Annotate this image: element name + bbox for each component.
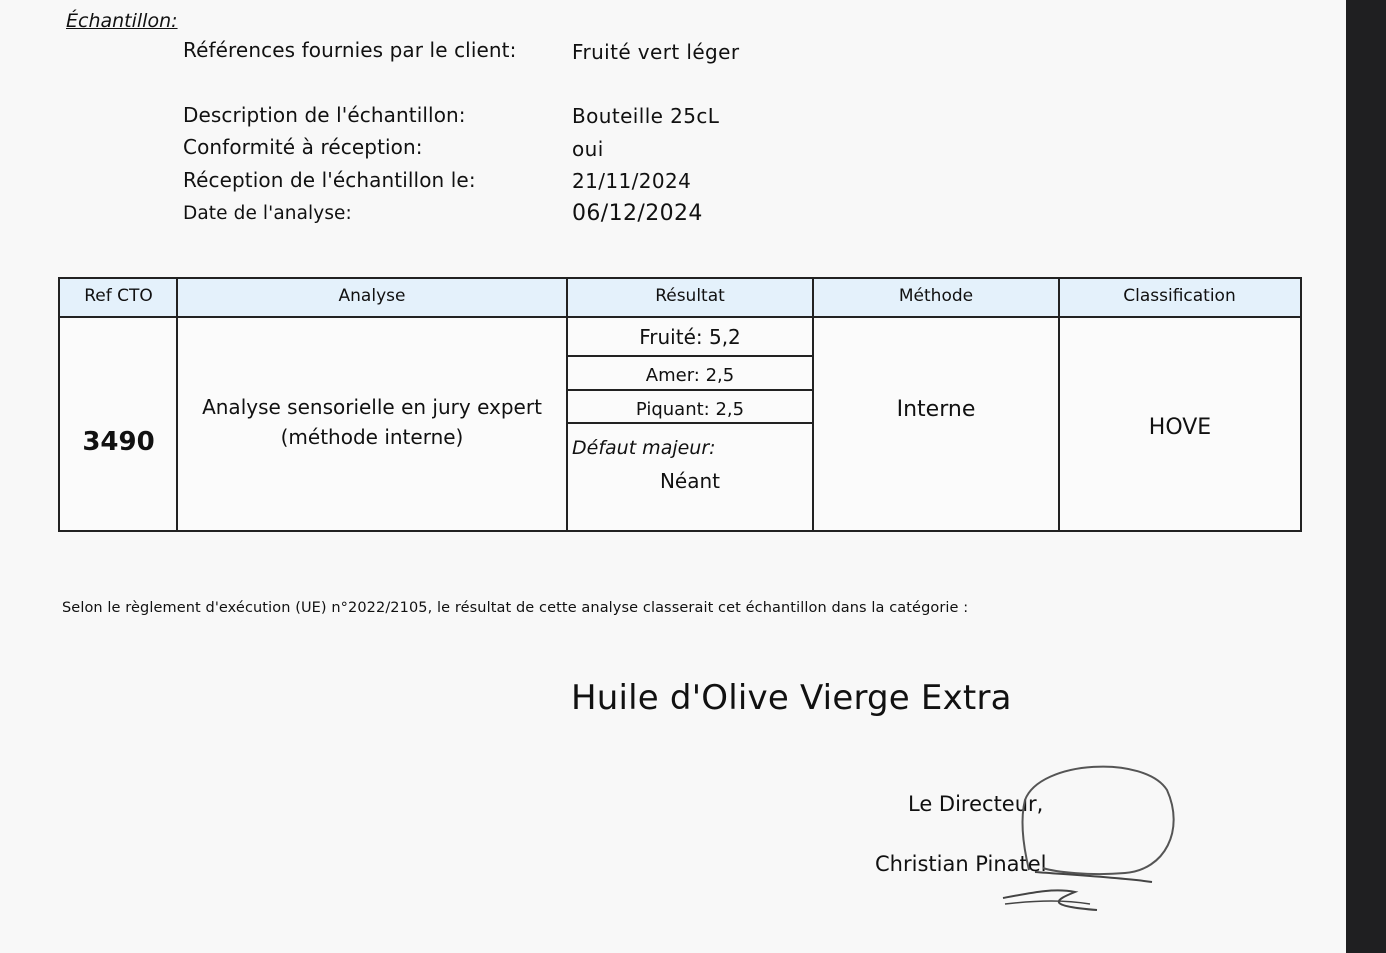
result-divider [568,389,812,391]
defect-label: Défaut majeur: [572,437,716,459]
result-divider [568,355,812,357]
reception-date-value: 21/11/2024 [572,169,692,193]
header-methode: Méthode [898,286,974,306]
header-resultat: Résultat [655,286,725,306]
result-piquant: Piquant: 2,5 [635,399,745,420]
method-value: Interne [896,397,976,422]
ref-cto-value: 3490 [82,427,155,457]
director-name: Christian Pinatel [875,852,1047,876]
conformity-label: Conformité à réception: [183,135,423,159]
client-reference-value: Fruité vert léger [572,40,740,64]
category-result: Huile d'Olive Vierge Extra [571,678,1012,718]
conformity-value: oui [572,137,604,161]
client-reference-label: Références fournies par le client: [183,38,517,62]
analysis-date-label: Date de l'analyse: [183,203,352,224]
sample-description-label: Description de l'échantillon: [183,103,466,127]
header-ref-cto: Ref CTO [84,286,153,306]
analysis-date-value: 06/12/2024 [572,201,703,226]
header-analyse: Analyse [338,286,406,306]
analysis-description-line1: Analyse sensorielle en jury expert [202,395,542,419]
defect-value: Néant [659,469,721,493]
column-divider [1058,279,1060,530]
result-fruite: Fruité: 5,2 [639,325,741,349]
result-amer: Amer: 2,5 [645,365,735,386]
result-divider [568,422,812,424]
handwritten-signature [995,760,1180,915]
scan-edge [1346,0,1386,953]
header-classification: Classification [1123,286,1236,306]
director-title: Le Directeur, [908,792,1044,816]
classification-value: HOVE [1148,415,1212,440]
results-table [58,277,1302,532]
reception-date-label: Réception de l'échantillon le: [183,168,476,192]
sample-description-value: Bouteille 25cL [572,104,720,128]
analysis-description-line2: (méthode interne) [280,425,464,449]
regulation-note: Selon le règlement d'exécution (UE) n°2022/2105, le résultat de cette analyse classerait cet échantillon dans la catégorie : [62,600,969,616]
sample-heading: Échantillon: [66,10,178,32]
table-header-row [60,279,1300,318]
